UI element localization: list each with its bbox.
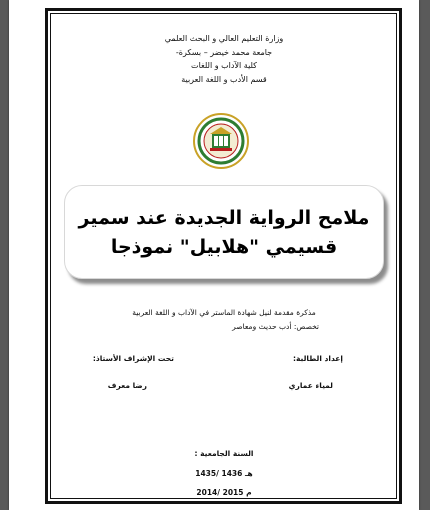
supervisor-name: رضا معرف: [107, 381, 147, 390]
student-name: لمياء عماري: [288, 381, 333, 390]
memo-description: مذكرة مقدمة لنيل شهادة الماستر في الآداب و اللغة العربية: [132, 308, 316, 317]
document-page: [9, 0, 419, 510]
academic-year-label: السنة الجامعية :: [194, 449, 254, 458]
specialty-line: تخصص: أدب حديث ومعاصر: [232, 322, 319, 331]
university-line: جامعة محمد خيضر – بسكرة-: [175, 48, 273, 57]
university-logo-icon: [192, 112, 250, 170]
faculty-line: كلية الآداب و اللغات: [191, 61, 257, 70]
thesis-title-line-1: ملامح الرواية الجديدة عند سمير: [78, 207, 370, 229]
academic-year-hijri: 1435/ 1436 هـ: [195, 469, 253, 478]
department-line: قسم الأدب و اللغة العربية: [181, 75, 267, 84]
student-label: إعداد الطالبة:: [293, 354, 343, 363]
thesis-title-line-2: قسيمي "هلابيل" نموذجا: [110, 236, 338, 258]
academic-year-gregorian: 2014/ 2015 م: [196, 488, 252, 497]
thesis-title-box: [64, 185, 384, 279]
supervisor-label: تحت الإشراف الأستاذ:: [92, 354, 174, 363]
ministry-line: وزارة التعليم العالي و البحث العلمي: [164, 34, 284, 43]
